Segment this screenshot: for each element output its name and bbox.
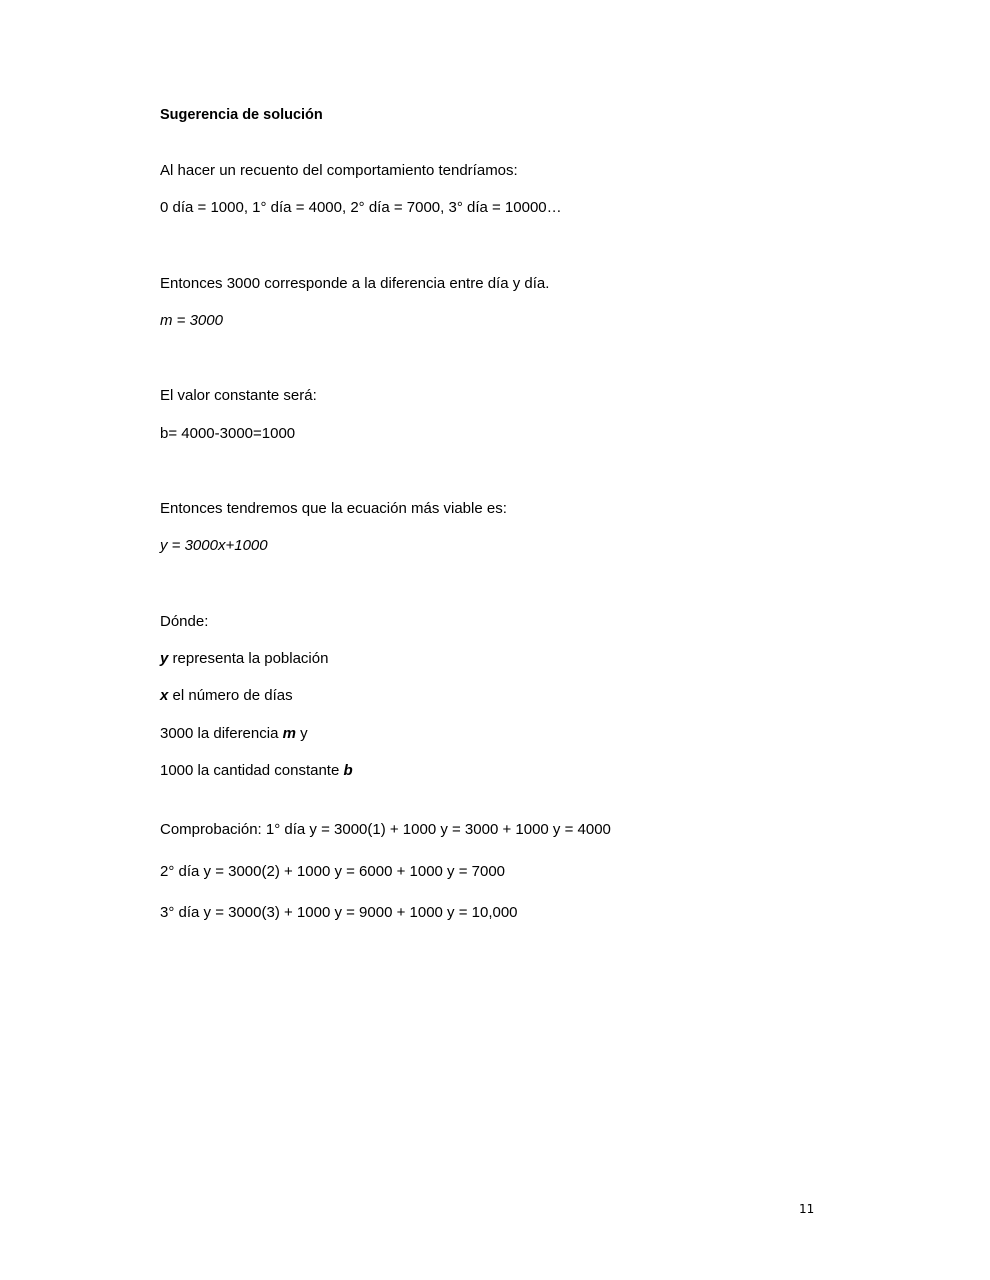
difference-text: Entonces 3000 corresponde a la diferencia entre día y día. [160,275,550,292]
constant-calc: b= 4000-3000=1000 [160,425,296,442]
slope-value: m = 3000 [160,312,223,329]
definition-m-suffix: y [295,725,308,742]
variable-x: x [160,687,169,704]
check-line-2: 2° día y = 3000(2) + 1000 y = 6000 + 1000 y = 7000 [160,863,506,880]
recount-values: 0 día = 1000, 1° día = 4000, 2° día = 7000, 3° día = 10000… [160,199,562,216]
constant-intro: El valor constante será: [160,387,317,404]
definition-y [160,649,328,669]
page-number: 11 [799,1202,815,1216]
check-line-1: Comprobación: 1° día y = 3000(1) + 1000 y = 3000 + 1000 y = 4000 [160,821,611,838]
where-label: Dónde: [160,613,209,630]
variable-y: y [160,650,169,667]
definition-y-text: representa la población [168,650,329,667]
definition-x [160,686,293,706]
definition-m [160,724,308,744]
variable-b: b [343,762,353,779]
variable-m: m [282,725,296,742]
equation: y = 3000x+1000 [160,537,268,554]
definition-x-text: el número de días [168,687,293,704]
definition-b [160,761,353,781]
check-line-3: 3° día y = 3000(3) + 1000 y = 9000 + 1000 y = 10,000 [160,904,518,921]
section-heading: Sugerencia de solución [160,107,323,123]
definition-b-text: 1000 la cantidad constante [160,762,344,779]
recount-intro: Al hacer un recuento del comportamiento tendríamos: [160,162,518,179]
definition-m-text: 3000 la diferencia [160,725,283,742]
equation-intro: Entonces tendremos que la ecuación más viable es: [160,500,507,517]
